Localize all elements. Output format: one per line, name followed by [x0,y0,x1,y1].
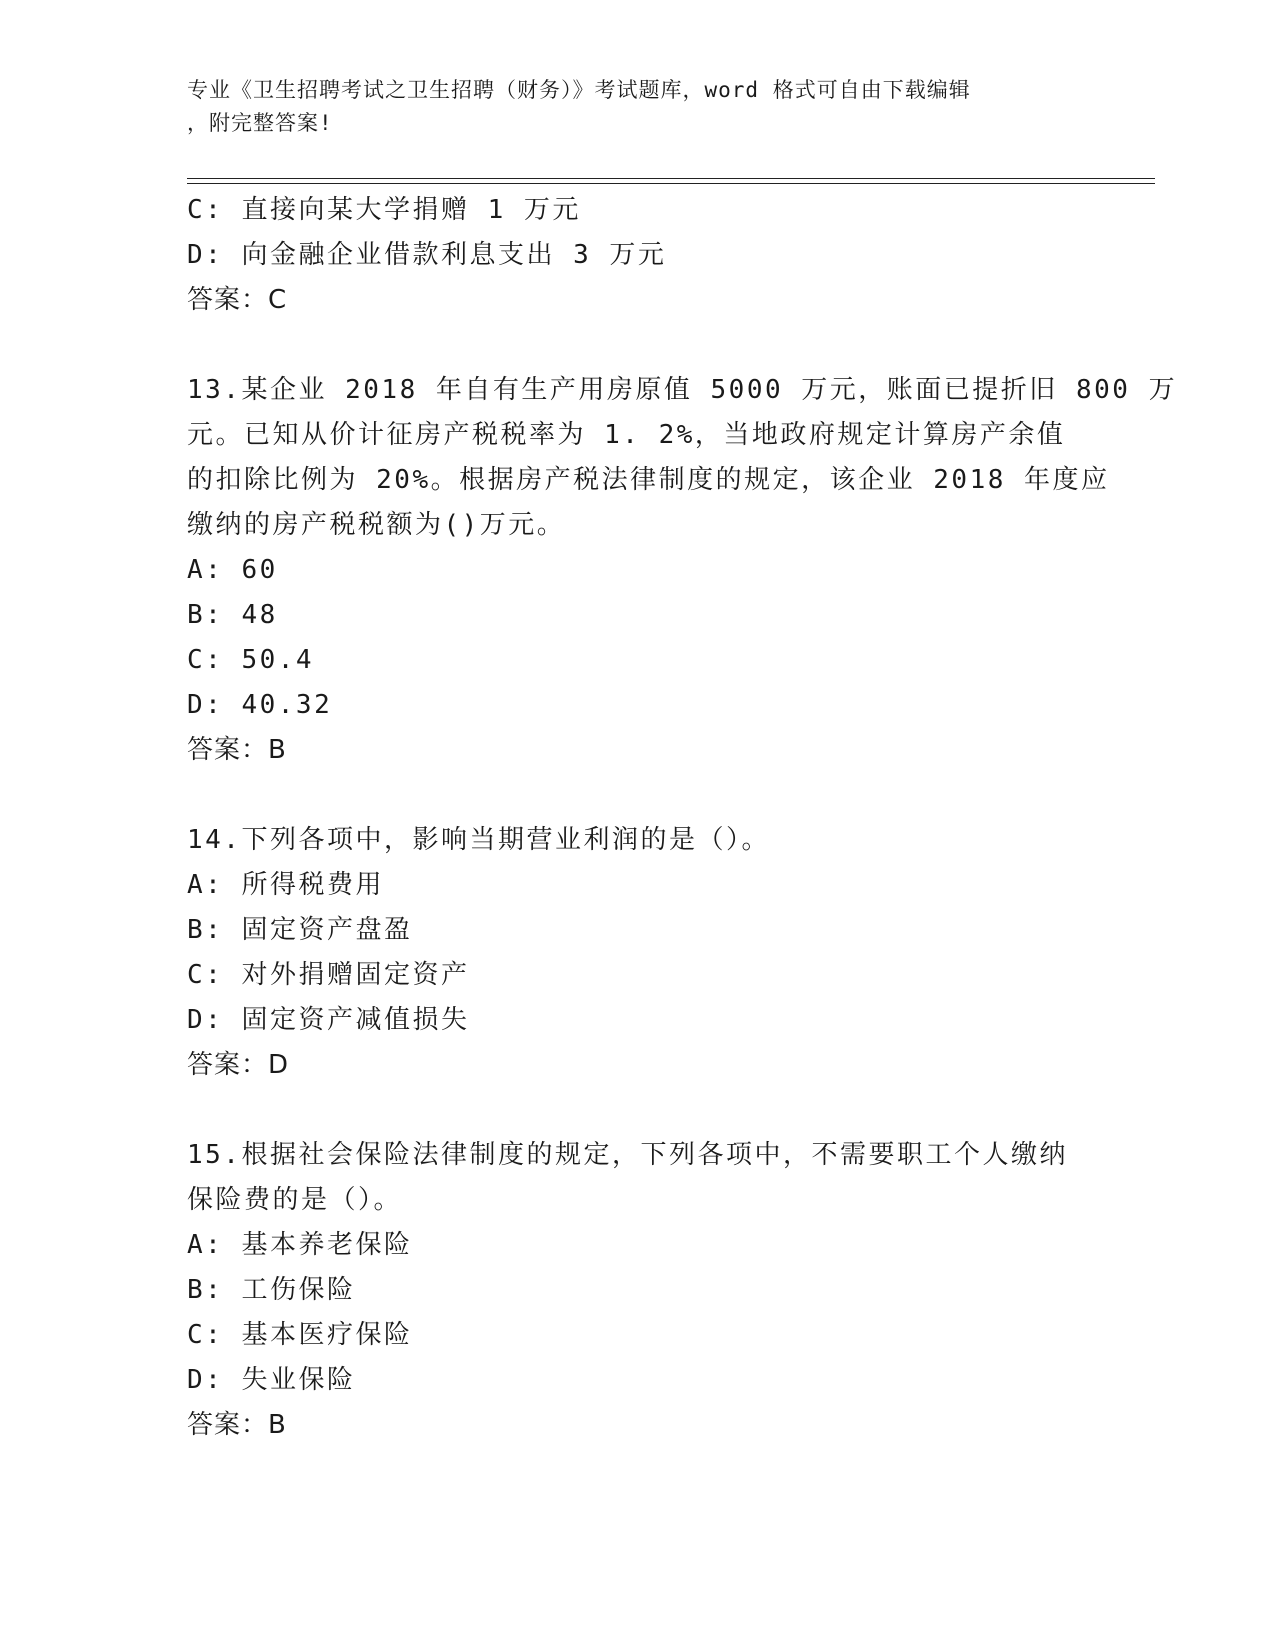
option-c: C: 基本医疗保险 [187,1320,413,1350]
header-line-2: ，附完整答案! [187,111,333,135]
option-d: D: 失业保险 [187,1365,356,1395]
answer-line: 答案：B [187,735,287,765]
question-12-tail [187,188,1087,323]
option-c: C: 50.4 [187,645,315,675]
question-text-line: 13.某企业 2018 年自有生产用房原值 5000 万元，账面已提折旧 800 万 [187,375,1178,405]
question-text-line: 14.下列各项中，影响当期营业利润的是（）。 [187,825,770,855]
option-b: B: 工伤保险 [187,1275,356,1305]
option-c: C: 对外捐赠固定资产 [187,960,470,990]
spacer [187,773,1087,818]
option-a: A: 基本养老保险 [187,1230,413,1260]
option-d: D: 向金融企业借款利息支出 3 万元 [187,240,667,270]
option-b: B: 48 [187,600,278,630]
question-text-line: 保险费的是（）。 [187,1185,403,1215]
question-14 [187,818,1087,1088]
header-divider-bottom [187,183,1155,184]
answer-line: 答案：C [187,285,288,315]
answer-line: 答案：B [187,1410,287,1440]
option-a: A: 60 [187,555,278,585]
question-text-line: 缴纳的房产税税额为()万元。 [187,510,566,540]
document-header [187,74,1067,140]
question-list [187,188,1178,1448]
option-d: D: 固定资产减值损失 [187,1005,470,1035]
option-b: B: 固定资产盘盈 [187,915,413,945]
question-text-line: 15.根据社会保险法律制度的规定，下列各项中，不需要职工个人缴纳 [187,1140,1068,1170]
spacer [187,1088,1087,1133]
question-15 [187,1133,1087,1448]
question-13 [187,368,1178,773]
option-a: A: 所得税费用 [187,870,384,900]
option-d: D: 40.32 [187,690,333,720]
option-c: C: 直接向某大学捐赠 1 万元 [187,195,581,225]
header-line-1: 专业《卫生招聘考试之卫生招聘（财务）》考试题库，word 格式可自由下载编辑 [187,78,971,102]
header-divider-top [187,178,1155,179]
spacer [187,323,1087,368]
answer-line: 答案：D [187,1050,290,1080]
question-text-line: 的扣除比例为 20%。根据房产税法律制度的规定，该企业 2018 年度应 [187,465,1110,495]
question-text-line: 元。已知从价计征房产税税率为 1. 2%，当地政府规定计算房产余值 [187,420,1066,450]
